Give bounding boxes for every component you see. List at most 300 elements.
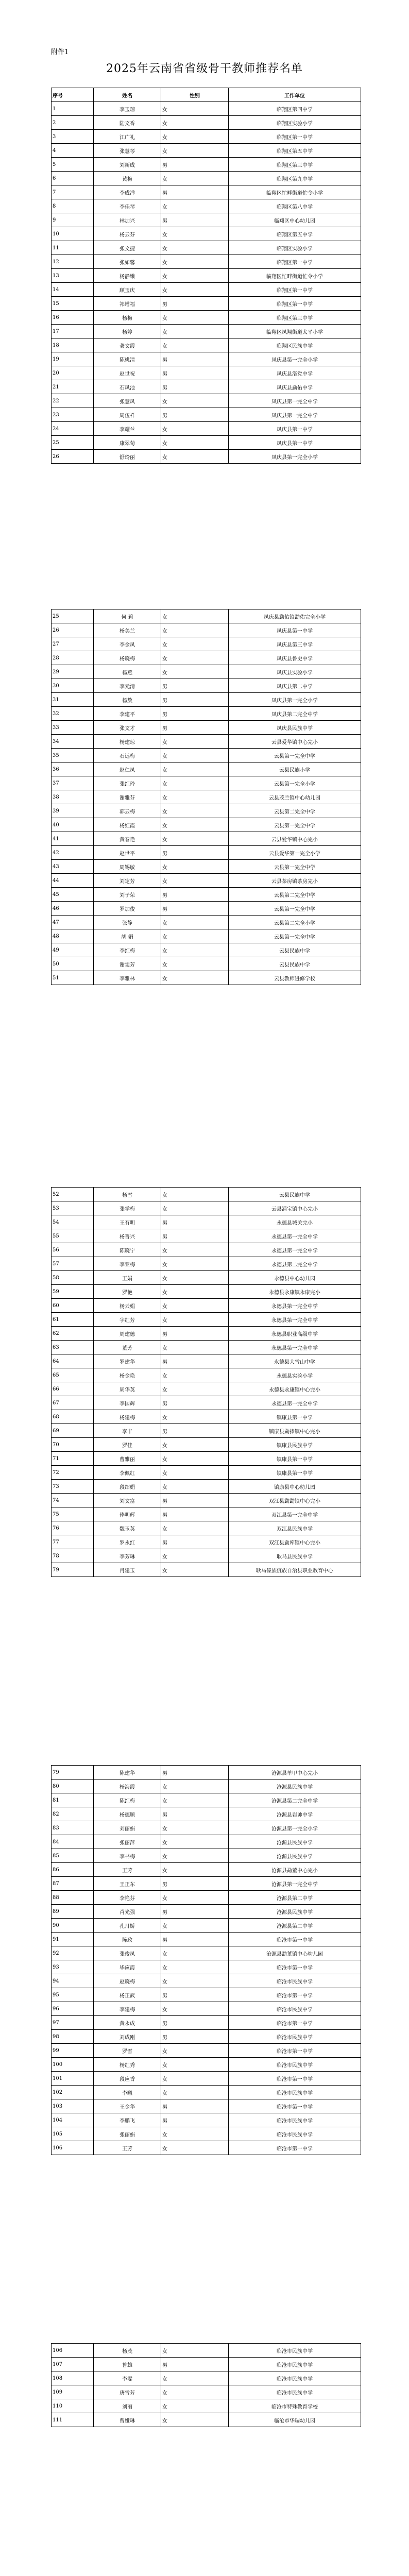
table-row	[52, 1410, 361, 1424]
work-unit: 凤庆县第一完全小学	[229, 693, 361, 707]
work-unit: 临翔区第一中学	[229, 297, 361, 311]
row-number: 36	[52, 762, 94, 776]
gender: 男	[161, 1327, 229, 1341]
teacher-name: 黄春艳	[94, 832, 161, 846]
teacher-name: 陈政	[94, 1933, 161, 1946]
teacher-name: 康翠菊	[94, 436, 161, 450]
gender: 男	[161, 185, 229, 199]
table-row	[52, 1821, 361, 1835]
teacher-name: 石凤池	[94, 380, 161, 394]
work-unit: 凤庆县洛党中学	[229, 366, 361, 380]
teacher-name: 李亚梅	[94, 1257, 161, 1271]
work-unit: 双江县勐库镇中心完小	[229, 1535, 361, 1549]
row-number: 71	[52, 1452, 94, 1466]
table-row	[52, 609, 361, 623]
work-unit: 云县教师进修学校	[229, 971, 361, 985]
gender: 女	[161, 1466, 229, 1480]
work-unit: 凤庆县鲁史中学	[229, 651, 361, 665]
gender: 女	[161, 2044, 229, 2058]
work-unit: 临沧市民族中学	[229, 2358, 361, 2371]
work-unit: 临翔区第三中学	[229, 311, 361, 325]
gender: 女	[161, 255, 229, 269]
row-number: 48	[52, 929, 94, 943]
work-unit: 沧源县民族中学	[229, 1780, 361, 1793]
work-unit: 镇康县勐捧镇中心完小	[229, 1424, 361, 1438]
work-unit: 沧源县民族中学	[229, 1905, 361, 1919]
gender: 女	[161, 1285, 229, 1299]
table-row	[52, 1354, 361, 1368]
page-2	[0, 578, 409, 1156]
teacher-name: 杨美兰	[94, 623, 161, 637]
teacher-name: 杨婷	[94, 325, 161, 338]
table-row	[52, 380, 361, 394]
work-unit: 云县爱华镇中心完小	[229, 832, 361, 846]
table-row	[52, 1535, 361, 1549]
teacher-name: 郭云梅	[94, 804, 161, 818]
work-unit: 永德县第一完全中学	[229, 1299, 361, 1313]
gender: 女	[161, 1563, 229, 1577]
teacher-name: 李芳琳	[94, 1549, 161, 1563]
work-unit: 永德县永康镇中心完小	[229, 1382, 361, 1396]
table-row	[52, 1919, 361, 1933]
row-number: 30	[52, 679, 94, 693]
work-unit: 云县民族中学	[229, 957, 361, 971]
table-row	[52, 422, 361, 436]
row-number: 20	[52, 366, 94, 380]
teacher-name: 曾娅琳	[94, 2413, 161, 2427]
work-unit: 凤庆县第一完全小学	[229, 450, 361, 464]
table-row	[52, 325, 361, 338]
gender: 男	[161, 352, 229, 366]
gender: 女	[161, 2058, 229, 2072]
table-row	[52, 297, 361, 311]
teacher-name: 杨梅	[94, 311, 161, 325]
row-number: 73	[52, 1480, 94, 1494]
gender: 女	[161, 790, 229, 804]
teacher-roster-table	[51, 2343, 361, 2427]
row-number: 76	[52, 1521, 94, 1535]
table-row	[52, 2371, 361, 2385]
row-number: 45	[52, 888, 94, 902]
teacher-name: 杨云芬	[94, 227, 161, 241]
table-row	[52, 749, 361, 762]
teacher-name: 刘丽	[94, 2399, 161, 2413]
work-unit: 沧源县勐董镇中心幼儿园	[229, 1946, 361, 1960]
work-unit: 临沧市民族中学	[229, 2030, 361, 2044]
row-number: 10	[52, 227, 94, 241]
work-unit: 临沧市第一中学	[229, 2072, 361, 2086]
row-number: 107	[52, 2358, 94, 2371]
work-unit: 凤庆县勐佑中学	[229, 380, 361, 394]
gender: 女	[161, 651, 229, 665]
work-unit: 耿马傣族佤族自治县职业教育中心	[229, 1563, 361, 1577]
row-number: 44	[52, 874, 94, 888]
work-unit: 云县第二完全中学	[229, 804, 361, 818]
row-number: 86	[52, 1863, 94, 1877]
row-number: 95	[52, 1988, 94, 2002]
table-row	[52, 2072, 361, 2086]
work-unit: 镇康县第一中学	[229, 1466, 361, 1480]
gender: 女	[161, 1549, 229, 1563]
teacher-name: 周伍祥	[94, 408, 161, 422]
row-number: 26	[52, 450, 94, 464]
row-number: 80	[52, 1780, 94, 1793]
table-row	[52, 2385, 361, 2399]
teacher-name: 黄梅	[94, 172, 161, 185]
work-unit: 凤庆县第一完全小学	[229, 352, 361, 366]
table-row	[52, 1849, 361, 1863]
work-unit: 临翔区第一中学	[229, 255, 361, 269]
table-row	[52, 1201, 361, 1215]
work-unit: 沧源县民族中学	[229, 1849, 361, 1863]
gender: 女	[161, 227, 229, 241]
row-number: 81	[52, 1793, 94, 1807]
teacher-name: 杨雪	[94, 1188, 161, 1201]
table-row	[52, 185, 361, 199]
row-number: 91	[52, 1933, 94, 1946]
gender: 女	[161, 1201, 229, 1215]
gender: 女	[161, 1299, 229, 1313]
gender: 女	[161, 2371, 229, 2385]
table-row	[52, 408, 361, 422]
work-unit: 临沧市民族中学	[229, 2086, 361, 2099]
gender: 男	[161, 1494, 229, 1507]
gender: 女	[161, 1243, 229, 1257]
gender: 女	[161, 116, 229, 130]
gender: 女	[161, 311, 229, 325]
row-number: 75	[52, 1507, 94, 1521]
teacher-name: 张红玲	[94, 776, 161, 790]
page-1	[0, 0, 409, 578]
teacher-name: 陈建华	[94, 1766, 161, 1780]
gender: 女	[161, 860, 229, 874]
row-number: 60	[52, 1299, 94, 1313]
row-number: 83	[52, 1821, 94, 1835]
gender: 女	[161, 2127, 229, 2141]
work-unit: 永德县永康镇永康完小	[229, 1285, 361, 1299]
gender: 男	[161, 1229, 229, 1243]
row-number: 16	[52, 311, 94, 325]
table-row	[52, 888, 361, 902]
gender: 男	[161, 1354, 229, 1368]
gender: 男	[161, 1215, 229, 1229]
work-unit: 镇康县民族中学	[229, 1438, 361, 1452]
work-unit: 临翔区第一中学	[229, 130, 361, 144]
gender: 男	[161, 1933, 229, 1946]
teacher-name: 杨晋兴	[94, 1229, 161, 1243]
gender: 女	[161, 1438, 229, 1452]
teacher-name: 杨德顺	[94, 1807, 161, 1821]
table-row	[52, 144, 361, 158]
teacher-name: 王娟	[94, 1271, 161, 1285]
row-number: 67	[52, 1396, 94, 1410]
teacher-name: 唐雪芳	[94, 2385, 161, 2399]
gender: 女	[161, 762, 229, 776]
gender: 女	[161, 1271, 229, 1285]
row-number: 61	[52, 1313, 94, 1327]
teacher-name: 刘文富	[94, 1494, 161, 1507]
gender: 女	[161, 1793, 229, 1807]
gender: 女	[161, 776, 229, 790]
teacher-name: 曹雅丽	[94, 1452, 161, 1466]
teacher-name: 俸明辉	[94, 1507, 161, 1521]
row-number: 106	[52, 2344, 94, 2358]
table-row	[52, 366, 361, 380]
row-number: 6	[52, 172, 94, 185]
row-number: 27	[52, 637, 94, 651]
row-number: 22	[52, 394, 94, 408]
work-unit: 云县爱华镇中心完小	[229, 735, 361, 749]
row-number: 29	[52, 665, 94, 679]
gender: 男	[161, 902, 229, 916]
work-unit: 双江县第一完全中学	[229, 1507, 361, 1521]
work-unit: 云县民族小学	[229, 762, 361, 776]
teacher-name: 林加兴	[94, 213, 161, 227]
row-number: 100	[52, 2058, 94, 2072]
table-row	[52, 213, 361, 227]
gender: 女	[161, 199, 229, 213]
row-number: 57	[52, 1257, 94, 1271]
teacher-name: 舒玲丽	[94, 450, 161, 464]
gender: 女	[161, 241, 229, 255]
gender: 女	[161, 971, 229, 985]
teacher-name: 张慧凤	[94, 394, 161, 408]
table-row	[52, 1229, 361, 1243]
work-unit: 双江县民族中学	[229, 1521, 361, 1535]
teacher-name: 李金凤	[94, 637, 161, 651]
table-row	[52, 450, 361, 464]
gender: 男	[161, 721, 229, 735]
gender: 男	[161, 380, 229, 394]
work-unit: 永德县职业高级中学	[229, 1327, 361, 1341]
work-unit: 永德县第二完全中学	[229, 1257, 361, 1271]
table-row	[52, 651, 361, 665]
gender: 男	[161, 1766, 229, 1780]
row-number: 90	[52, 1919, 94, 1933]
table-row	[52, 1933, 361, 1946]
table-row	[52, 1793, 361, 1807]
gender: 女	[161, 2002, 229, 2016]
teacher-name: 李艳芬	[94, 1891, 161, 1905]
work-unit: 临沧市民族中学	[229, 2113, 361, 2127]
table-row	[52, 1946, 361, 1960]
teacher-name: 张文才	[94, 721, 161, 735]
teacher-name: 顾玉庆	[94, 283, 161, 297]
teacher-name: 杨云娟	[94, 1299, 161, 1313]
gender: 女	[161, 665, 229, 679]
work-unit: 凤庆县第二完全中学	[229, 707, 361, 721]
table-row	[52, 2002, 361, 2016]
work-unit: 云县第一完全小学	[229, 776, 361, 790]
row-number: 38	[52, 790, 94, 804]
teacher-name: 陆文香	[94, 116, 161, 130]
work-unit: 沧源县单甲中心完小	[229, 1766, 361, 1780]
gender: 女	[161, 130, 229, 144]
table-row	[52, 2127, 361, 2141]
row-number: 52	[52, 1188, 94, 1201]
table-row	[52, 1243, 361, 1257]
teacher-name: 段绍娟	[94, 1480, 161, 1494]
row-number: 92	[52, 1946, 94, 1960]
teacher-name: 李雯	[94, 2371, 161, 2385]
row-number: 9	[52, 213, 94, 227]
work-unit: 永德县第一完全中学	[229, 1313, 361, 1327]
row-number: 11	[52, 241, 94, 255]
work-unit: 临沧市第一中学	[229, 1933, 361, 1946]
table-row	[52, 776, 361, 790]
table-row	[52, 637, 361, 651]
row-number: 13	[52, 269, 94, 283]
gender: 女	[161, 283, 229, 297]
gender: 女	[161, 102, 229, 116]
teacher-name: 张慧琴	[94, 144, 161, 158]
work-unit: 镇康县第一中学	[229, 1452, 361, 1466]
table-row	[52, 2113, 361, 2127]
work-unit: 永德县中心幼儿园	[229, 1271, 361, 1285]
teacher-name: 赵仁凤	[94, 762, 161, 776]
work-unit: 临翔区第一中学	[229, 283, 361, 297]
page-5	[0, 2312, 409, 2576]
table-row	[52, 311, 361, 325]
teacher-name: 杨正武	[94, 1988, 161, 2002]
teacher-name: 江广礼	[94, 130, 161, 144]
gender: 女	[161, 2072, 229, 2086]
row-number: 24	[52, 422, 94, 436]
teacher-name: 段应香	[94, 2072, 161, 2086]
row-number: 15	[52, 297, 94, 311]
gender: 男	[161, 158, 229, 172]
work-unit: 临翔区民族中学	[229, 338, 361, 352]
teacher-name: 张如馨	[94, 255, 161, 269]
work-unit: 云县民族中学	[229, 943, 361, 957]
work-unit: 临翔区忙畔街道忙令小学	[229, 185, 361, 199]
row-number: 70	[52, 1438, 94, 1452]
work-unit: 临沧市民族中学	[229, 2344, 361, 2358]
teacher-name: 赵晓梅	[94, 1974, 161, 1988]
teacher-name: 李元清	[94, 679, 161, 693]
gender: 女	[161, 1780, 229, 1793]
work-unit: 凤庆县第一完全中学	[229, 408, 361, 422]
row-number: 72	[52, 1466, 94, 1480]
table-row	[52, 902, 361, 916]
teacher-name: 罗加俊	[94, 902, 161, 916]
table-row	[52, 846, 361, 860]
table-header-row	[52, 88, 361, 102]
row-number: 37	[52, 776, 94, 790]
table-row	[52, 818, 361, 832]
gender: 女	[161, 1919, 229, 1933]
work-unit: 临翔区第四中学	[229, 102, 361, 116]
table-row	[52, 790, 361, 804]
work-unit: 临翔区忙畔街道忙令小学	[229, 269, 361, 283]
gender: 女	[161, 1891, 229, 1905]
work-unit: 凤庆县第一中学	[229, 436, 361, 450]
row-number: 35	[52, 749, 94, 762]
row-number: 43	[52, 860, 94, 874]
page-4	[0, 1734, 409, 2312]
gender: 女	[161, 916, 229, 929]
gender: 女	[161, 1452, 229, 1466]
teacher-name: 杨静娥	[94, 269, 161, 283]
row-number: 1	[52, 102, 94, 116]
table-row	[52, 1299, 361, 1313]
row-number: 97	[52, 2016, 94, 2030]
row-number: 96	[52, 2002, 94, 2016]
table-row	[52, 1438, 361, 1452]
table-row	[52, 102, 361, 116]
gender: 女	[161, 749, 229, 762]
teacher-name: 何 莉	[94, 609, 161, 623]
table-row	[52, 1466, 361, 1480]
table-row	[52, 1960, 361, 1974]
table-row	[52, 957, 361, 971]
row-number: 85	[52, 1849, 94, 1863]
work-unit: 临沧市民族中学	[229, 1974, 361, 1988]
gender: 男	[161, 1877, 229, 1891]
gender: 男	[161, 1535, 229, 1549]
gender: 女	[161, 1257, 229, 1271]
work-unit: 临翔区第五中学	[229, 227, 361, 241]
teacher-name: 杨敖	[94, 693, 161, 707]
table-row	[52, 735, 361, 749]
table-row	[52, 1891, 361, 1905]
table-row	[52, 1780, 361, 1793]
work-unit: 镇康县第一中学	[229, 1410, 361, 1424]
teacher-name: 赵世平	[94, 846, 161, 860]
row-number: 55	[52, 1229, 94, 1243]
teacher-name: 杨燕	[94, 665, 161, 679]
work-unit: 云县第一完全中学	[229, 818, 361, 832]
teacher-name: 黄永成	[94, 2016, 161, 2030]
teacher-name: 毕应霞	[94, 1960, 161, 1974]
row-number: 53	[52, 1201, 94, 1215]
row-number: 33	[52, 721, 94, 735]
table-row	[52, 762, 361, 776]
work-unit: 沧源县第一完全小学	[229, 1821, 361, 1835]
work-unit: 临沧市第一中学	[229, 2016, 361, 2030]
row-number: 105	[52, 2127, 94, 2141]
teacher-name: 王芳	[94, 1863, 161, 1877]
teacher-roster-table	[51, 88, 361, 464]
row-number: 50	[52, 957, 94, 971]
row-number: 56	[52, 1243, 94, 1257]
work-unit: 凤庆县勐佑镇勐佑完全小学	[229, 609, 361, 623]
gender: 男	[161, 213, 229, 227]
teacher-name: 李玉琼	[94, 102, 161, 116]
row-number: 98	[52, 2030, 94, 2044]
work-unit: 云县茶房镇茶房完小	[229, 874, 361, 888]
gender: 女	[161, 394, 229, 408]
gender: 女	[161, 172, 229, 185]
gender: 男	[161, 2099, 229, 2113]
work-unit: 凤庆县第一完全中学	[229, 394, 361, 408]
teacher-name: 李国辉	[94, 1396, 161, 1410]
gender: 女	[161, 422, 229, 436]
teacher-name: 刘定芳	[94, 874, 161, 888]
work-unit: 临沧市华瑞幼儿园	[229, 2413, 361, 2427]
gender: 男	[161, 1424, 229, 1438]
table-row	[52, 1766, 361, 1780]
table-row	[52, 693, 361, 707]
table-row	[52, 665, 361, 679]
teacher-name: 陈红梅	[94, 1793, 161, 1807]
work-unit: 双江县勐勐镇中心完小	[229, 1494, 361, 1507]
row-number: 94	[52, 1974, 94, 1988]
work-unit: 云县爱华第一完全小学	[229, 846, 361, 860]
teacher-name: 杨建琼	[94, 735, 161, 749]
work-unit: 沧源县勐董中心完小	[229, 1863, 361, 1877]
row-number: 65	[52, 1368, 94, 1382]
